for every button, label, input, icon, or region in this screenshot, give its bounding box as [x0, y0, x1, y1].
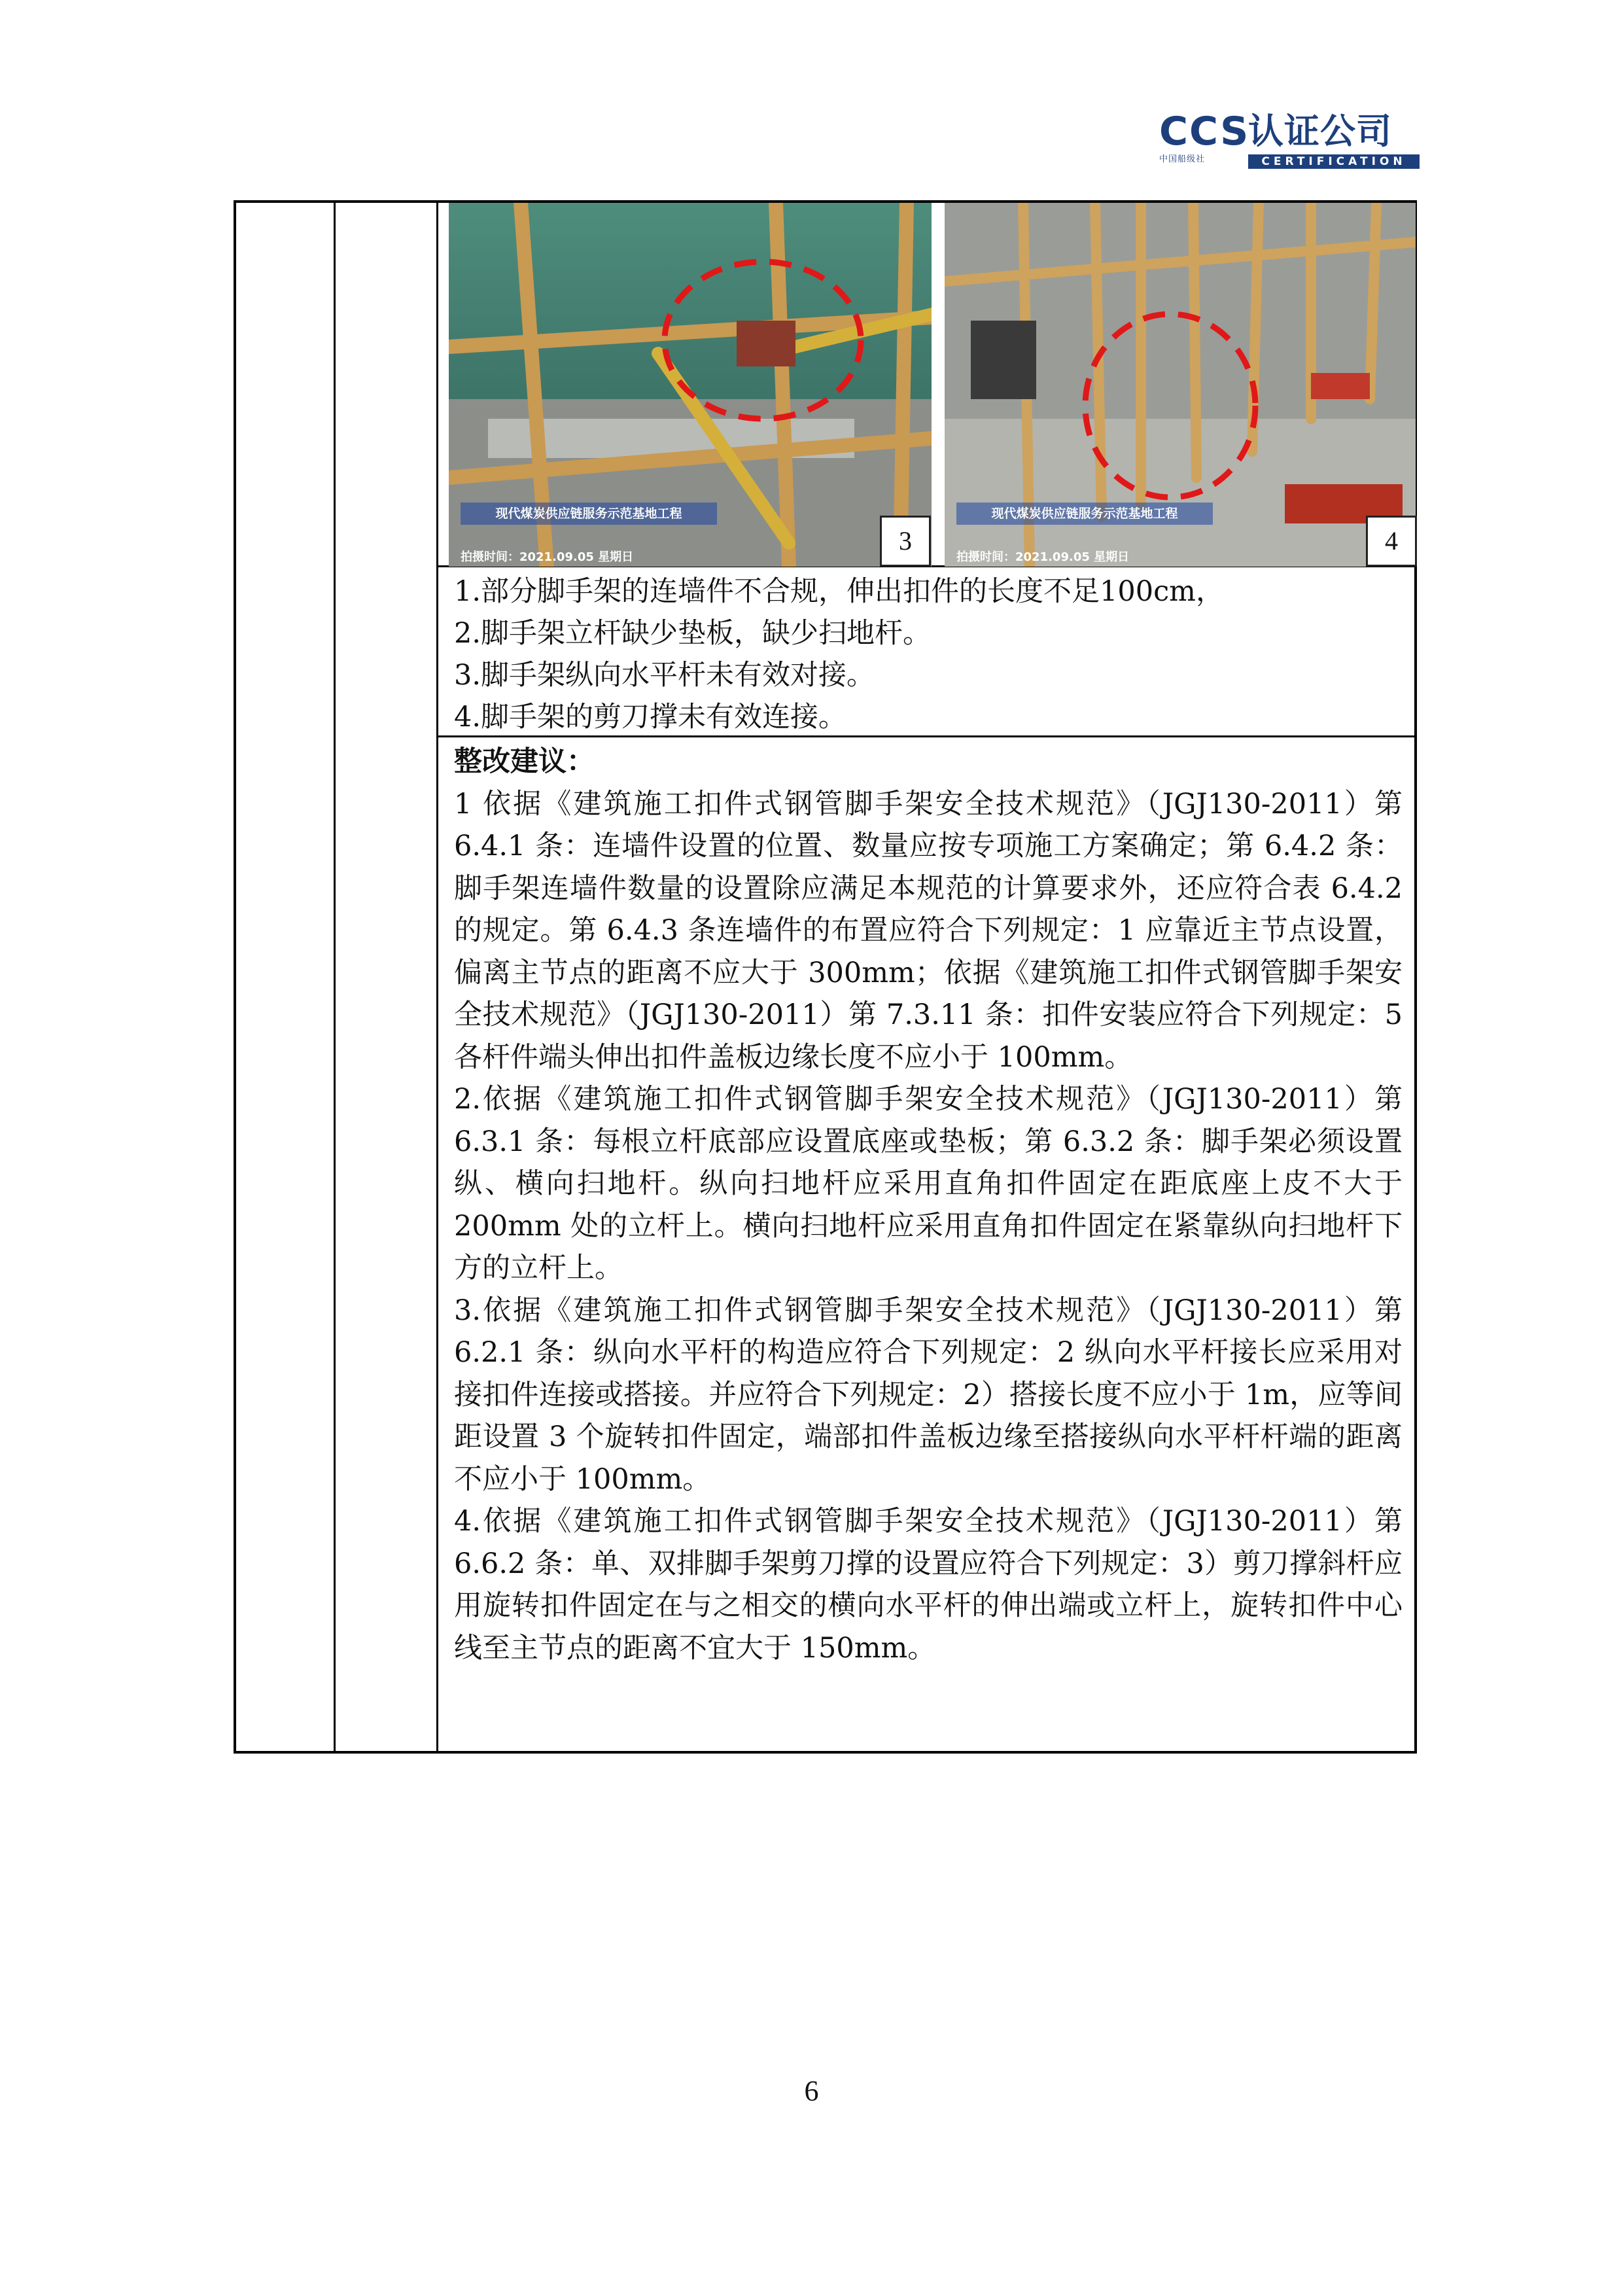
- issue-item: 3.脚手架纵向水平杆未有效对接。: [454, 659, 875, 692]
- logo-chinese-name: 认证公司: [1248, 111, 1392, 152]
- inspection-photo-3: [449, 203, 932, 567]
- logo-certification-bar: CERTIFICATION: [1248, 154, 1420, 169]
- photo-number-4: 4: [1366, 516, 1417, 567]
- photo-number-3: 3: [880, 516, 931, 567]
- issue-item: 4.脚手架的剪刀撑未有效连接。: [454, 701, 847, 733]
- rectification-advice: [454, 741, 1403, 1669]
- advice-paragraph: 2.依据《建筑施工扣件式钢管脚手架安全技术规范》（JGJ130-2011）第 6.3.1 条：每根立杆底部应设置底座或垫板；第 6.3.2 条：脚手架必须设置纵、横向扫地杆。纵向扫地杆应采用直角扣件固定在距底座上皮不大于 200mm 处的立杆上。横向扫地杆应采用直角扣件固定在紧靠纵向扫地杆下方的立杆上。: [454, 1083, 1403, 1284]
- column-divider-1: [334, 200, 336, 1754]
- photo-timestamp: 拍摄时间：2021.09.05 星期日: [461, 550, 634, 564]
- inspection-photo-4: [945, 203, 1416, 567]
- issue-item: 2.脚手架立杆缺少垫板，缺少扫地杆。: [454, 617, 932, 650]
- page-number: 6: [804, 2075, 819, 2107]
- logo-abbr: CCS: [1159, 109, 1250, 154]
- photo-timestamp: 拍摄时间：2021.09.05 星期日: [956, 550, 1130, 564]
- advice-title: 整改建议：: [454, 745, 595, 778]
- issues-list: [454, 571, 1409, 738]
- advice-paragraph: 3.依据《建筑施工扣件式钢管脚手架安全技术规范》（JGJ130-2011）第 6.2.1 条：纵向水平杆的构造应符合下列规定：2 纵向水平杆接长应采用对接扣件连接或搭接。并应符合下列规定：2）搭接长度不应小于 1m，应等间距设置 3 个旋转扣件固定，端部扣件盖板边缘至搭接纵向水平杆杆端的距离不应小于 100mm。: [454, 1294, 1403, 1496]
- ccs-certification-logo: [1159, 110, 1427, 169]
- photo-caption: 现代煤炭供应链服务示范基地工程: [956, 503, 1213, 525]
- logo-sub-name: 中国船级社: [1159, 154, 1206, 164]
- issue-item: 1.部分脚手架的连墙件不合规，伸出扣件的长度不足100cm，: [454, 575, 1224, 608]
- column-divider-2: [436, 200, 438, 1754]
- advice-paragraph: 1 依据《建筑施工扣件式钢管脚手架安全技术规范》（JGJ130-2011）第 6.4.1 条：连墙件设置的位置、数量应按专项施工方案确定；第 6.4.2 条：脚手架连墙件数量的设置除应满足本规范的计算要求外，还应符合表 6.4.2 的规定。第 6.4.3 条连墙件的布置应符合下列规定：1 应靠近主节点设置，偏离主节点的距离不应大于 300mm；依据《建筑施工扣件式钢管脚手架安全技术规范》（JGJ130-2011）第 7.3.11 条：扣件安装应符合下列规定：5 各杆件端头伸出扣件盖板边缘长度不应小于 100mm。: [454, 787, 1403, 1074]
- photo-caption: 现代煤炭供应链服务示范基地工程: [461, 503, 717, 525]
- advice-paragraph: 4.依据《建筑施工扣件式钢管脚手架安全技术规范》（JGJ130-2011）第 6.6.2 条：单、双排脚手架剪刀撑的设置应符合下列规定：3）剪刀撑斜杆应用旋转扣件固定在与之相交的横向水平杆的伸出端或立杆上，旋转扣件中心线至主节点的距离不宜大于 150mm。: [454, 1505, 1403, 1665]
